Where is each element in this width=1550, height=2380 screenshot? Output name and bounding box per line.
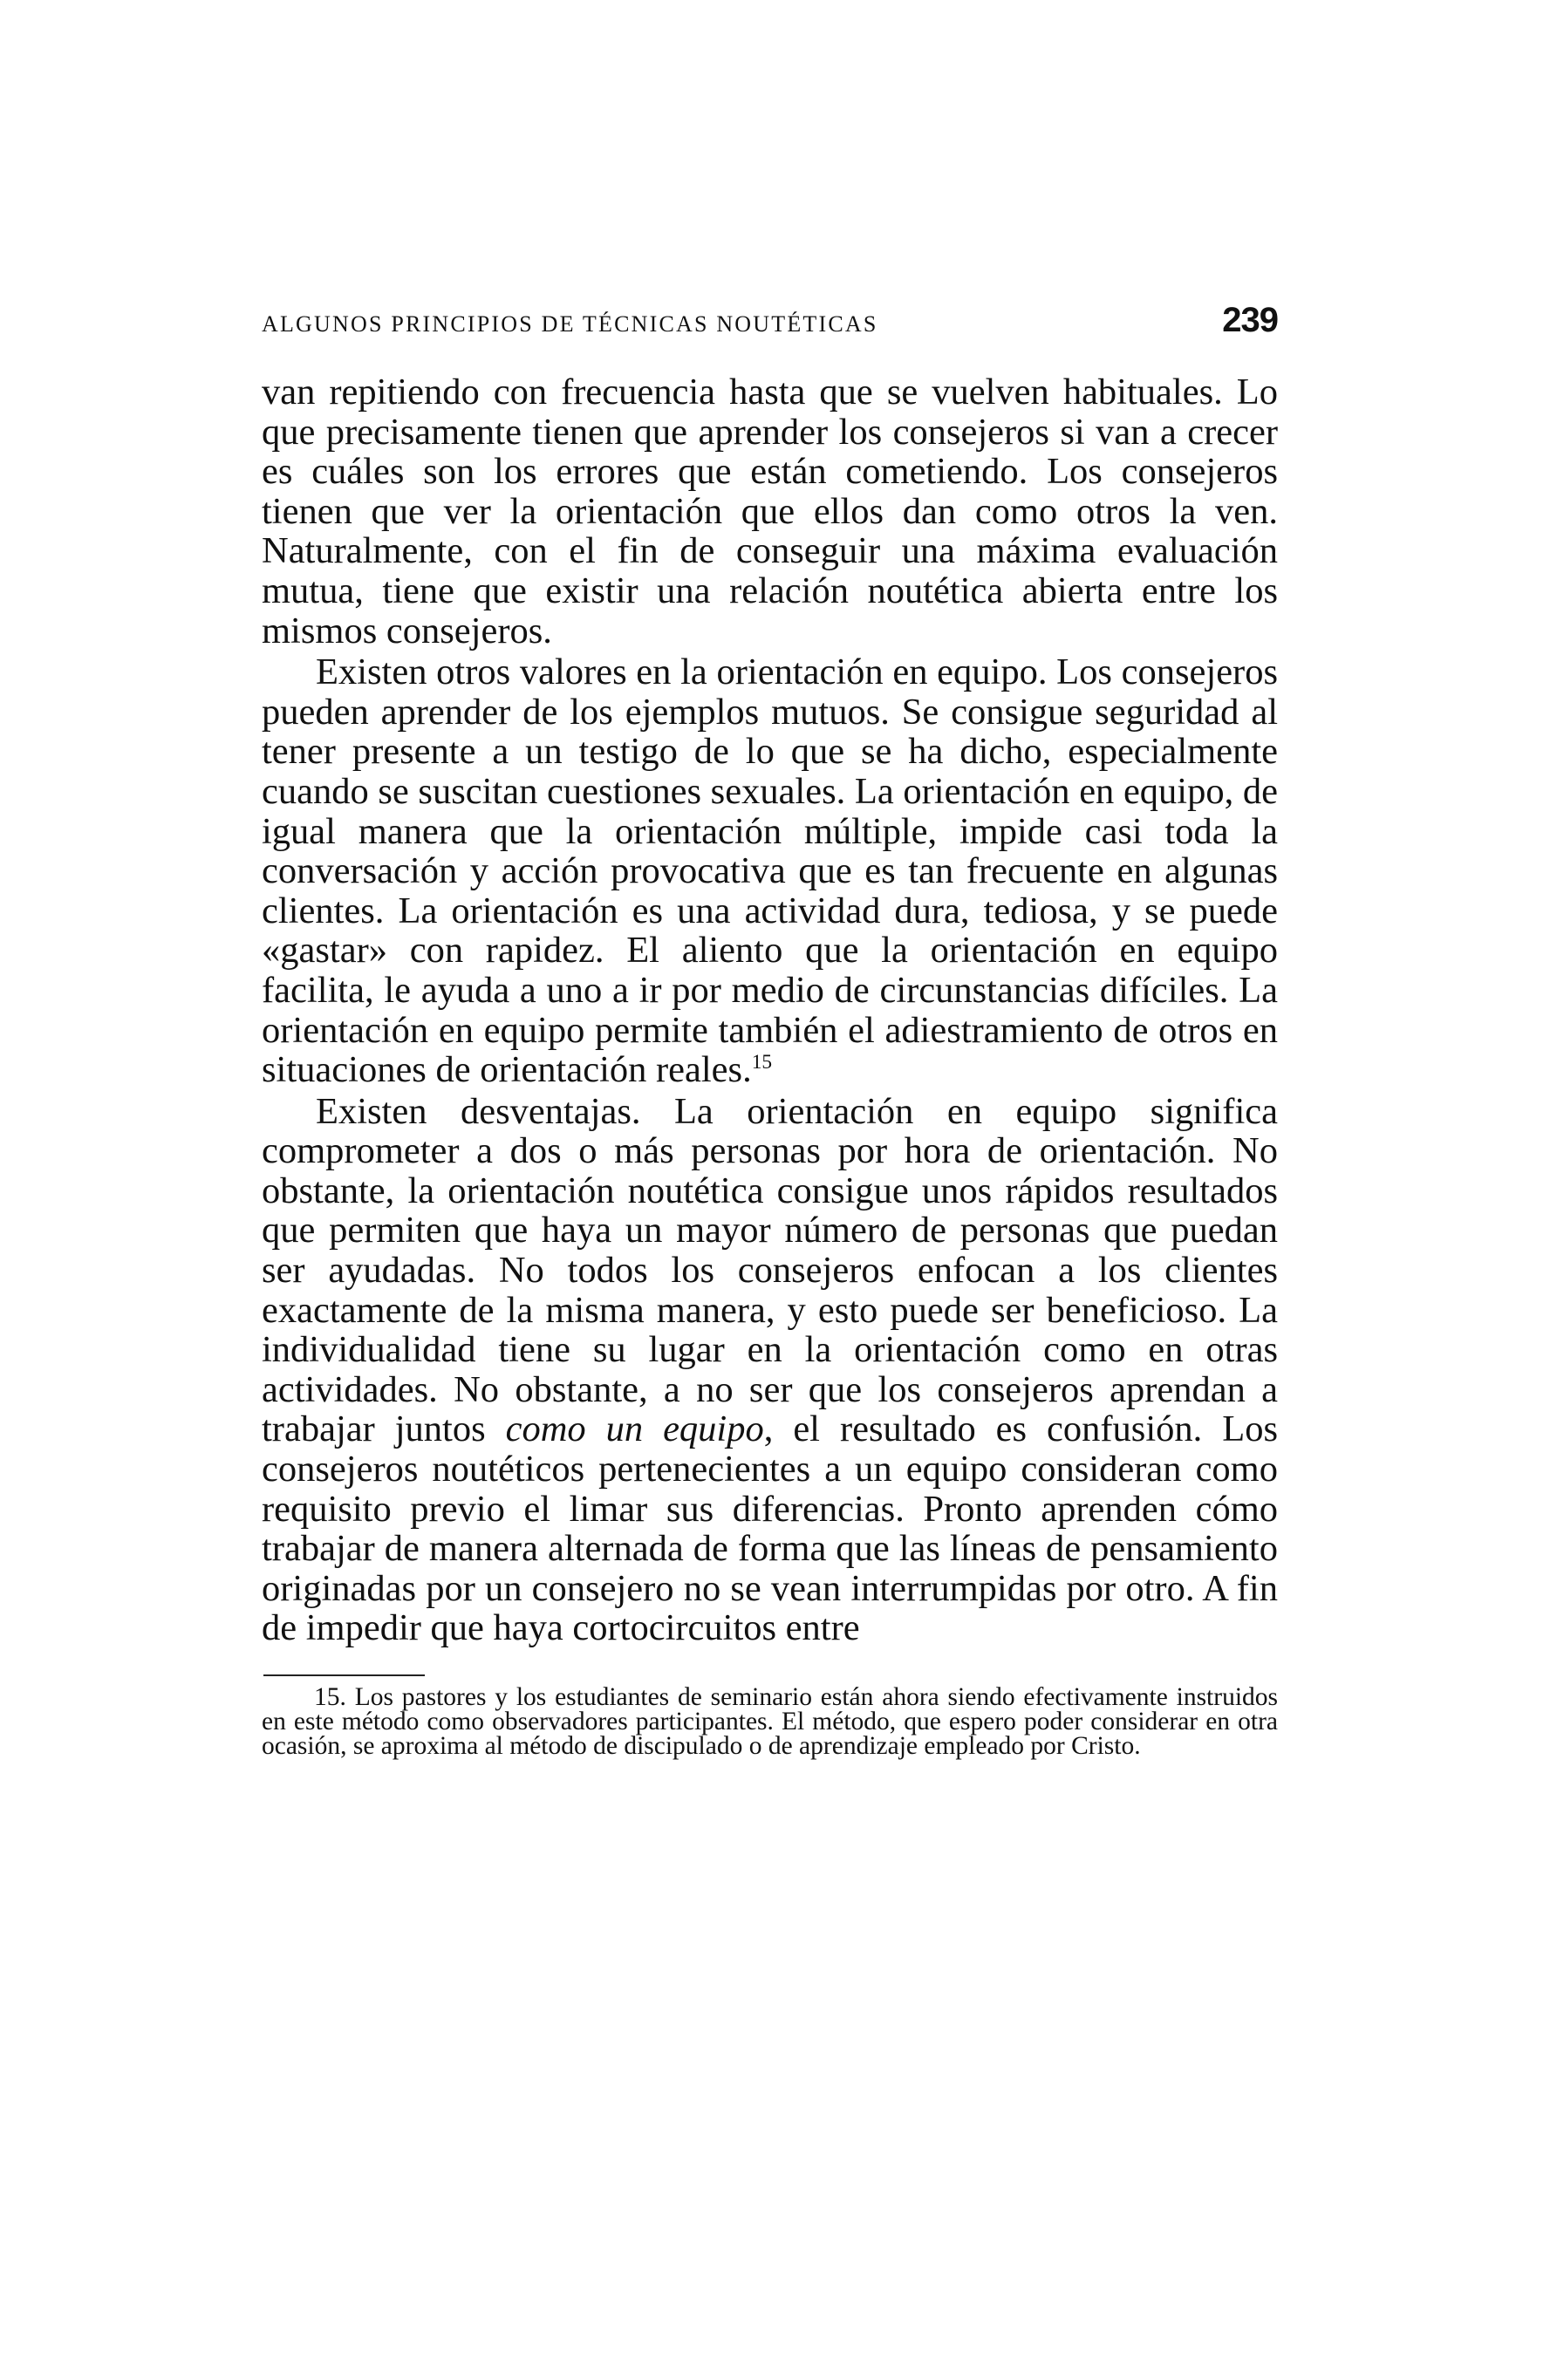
footnote xyxy=(262,1685,1278,1758)
paragraph-3 xyxy=(262,1092,1278,1648)
footnote-reference: 15 xyxy=(751,1050,773,1074)
footnote-number: 15. xyxy=(314,1683,346,1711)
book-page xyxy=(262,301,1278,1758)
paragraph-3-text-start: Existen desventajas. La orientación en equipo significa comprometer a dos o más personas por hora de orientación. No obstante, la orientación noutética consigue unos rápidos resultados que permiten que haya un mayor número de personas que puedan ser ayudadas. No todos los consejeros enfocan a los clientes exactamente de la misma manera, y esto puede ser beneficioso. La individualidad tiene su lugar en la orientación como en otras actividades. No obstante, a no ser que los consejeros aprendan a trabajar juntos xyxy=(262,1090,1278,1450)
paragraph-2-text: Existen otros valores en la orientación en equipo. Los consejeros pueden aprender de los ejemplos mutuos. Se consigue seguridad al tener presente a un testigo de lo que se ha dicho, especialmente cuando se suscitan cuestiones sexuales. La orientación en equipo, de igual manera que la orientación múltiple, impide casi toda la conversación y acción provocativa que es tan frecuente en algunas clientes. La orientación es una actividad dura, tediosa, y se puede «gastar» con rapidez. El aliento que la orientación en equipo facilita, le ayuda a uno a ir por medio de circunstancias difíciles. La orientación en equipo permite también el adiestramiento de otros en situaciones de orientación reales. xyxy=(262,651,1278,1091)
paragraph-1-text: van repitiendo con frecuencia hasta que se vuelven habituales. Lo que precisamente tienen que aprender los consejeros si van a crecer es cuáles son los errores que están cometiendo. Los consejeros tienen que ver la orientación que ellos dan como otros la ven. Naturalmente, con el fin de conseguir una máxima evaluación mutua, tiene que existir una relación noutética abierta entre los mismos consejeros. xyxy=(262,372,1278,651)
footnote-text: Los pastores y los estudiantes de seminario están ahora siendo efectivamente instruidos en este método como observadores participantes. El método, que espero poder considerar en otra ocasión, se aproxima al método de discipulado o de aprendizaje empleado por Cristo. xyxy=(262,1683,1279,1760)
running-head xyxy=(262,301,1278,353)
body-text xyxy=(262,372,1278,1648)
paragraph-1 xyxy=(262,372,1278,651)
paragraph-3-text-end: , el resultado es confusión. Los consejeros noutéticos pertenecientes a un equipo consideran como requisito previo el limar sus diferencias. Pronto aprenden cómo trabajar de manera alternada de forma que las líneas de pensamiento originadas por un consejero no se vean interrumpidas por otro. A fin de impedir que haya cortocircuitos entre xyxy=(262,1408,1278,1649)
page-number: 239 xyxy=(1222,301,1278,339)
footnote-divider xyxy=(263,1674,425,1676)
paragraph-2 xyxy=(262,652,1278,1090)
running-title: ALGUNOS PRINCIPIOS DE TÉCNICAS NOUTÉTICAS xyxy=(262,311,878,337)
emphasis-text: como un equipo xyxy=(505,1408,764,1450)
